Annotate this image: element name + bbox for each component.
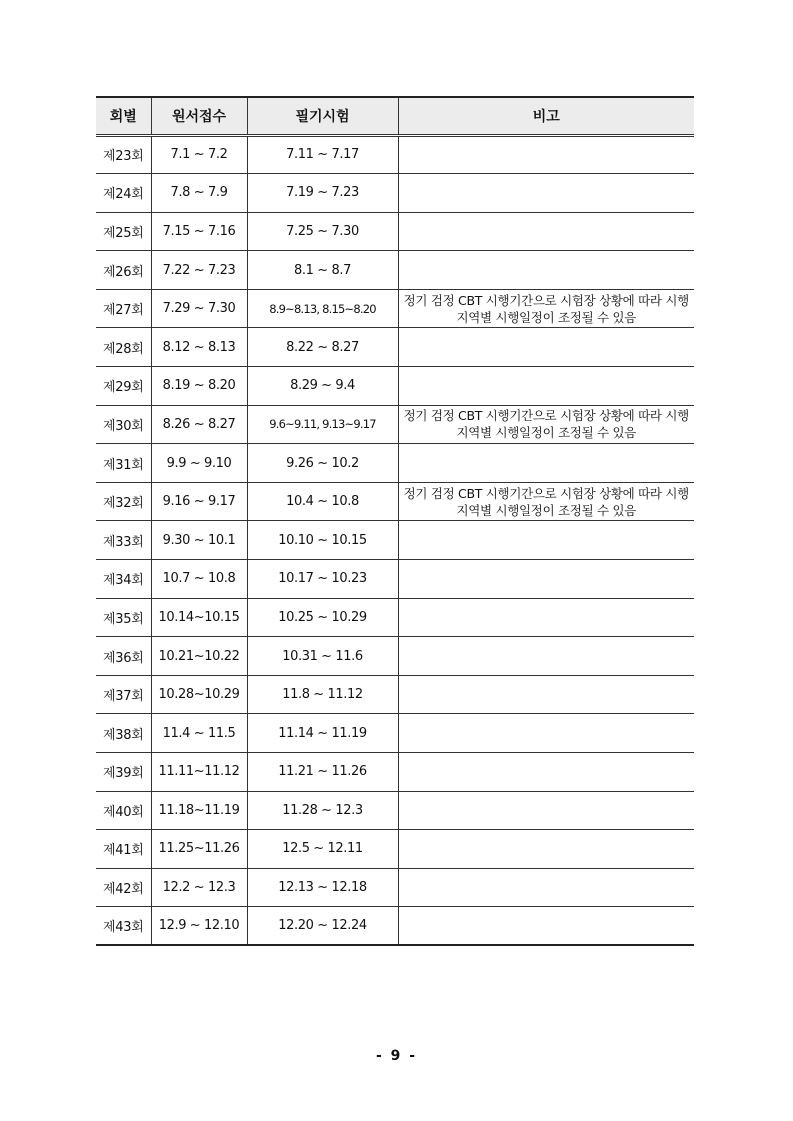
written-exam-date-cell: 11.14 ~ 11.19 <box>247 714 398 753</box>
table-row <box>96 212 694 251</box>
written-exam-date-cell: 7.11 ~ 7.17 <box>247 135 398 174</box>
written-exam-date-cell: 8.22 ~ 8.27 <box>247 328 398 367</box>
table-row <box>96 675 694 714</box>
table-row <box>96 598 694 637</box>
application-date-cell: 11.11~11.12 <box>151 753 247 792</box>
table-row <box>96 521 694 560</box>
remarks-cell <box>398 714 694 753</box>
written-exam-date-cell: 12.20 ~ 12.24 <box>247 907 398 946</box>
application-date-cell: 7.29 ~ 7.30 <box>151 289 247 328</box>
remarks-cell <box>398 367 694 406</box>
header-row <box>96 97 694 135</box>
application-date-cell: 9.30 ~ 10.1 <box>151 521 247 560</box>
remarks-cell <box>398 791 694 830</box>
remarks-cell <box>398 444 694 483</box>
remarks-cell <box>398 637 694 676</box>
remarks-cell: 정기 검정 CBT 시행기간으로 시험장 상황에 따라 시행지역별 시행일정이 조정될 수 있음 <box>398 289 694 328</box>
header-written-exam: 필기시험 <box>247 97 398 135</box>
table-row <box>96 560 694 599</box>
table-header <box>96 97 694 135</box>
written-exam-date-cell: 12.13 ~ 12.18 <box>247 868 398 907</box>
table-row <box>96 444 694 483</box>
application-date-cell: 7.15 ~ 7.16 <box>151 212 247 251</box>
application-date-cell: 12.9 ~ 12.10 <box>151 907 247 946</box>
application-date-cell: 8.26 ~ 8.27 <box>151 405 247 444</box>
application-date-cell: 11.18~11.19 <box>151 791 247 830</box>
written-exam-date-cell: 11.21 ~ 11.26 <box>247 753 398 792</box>
written-exam-date-cell: 8.1 ~ 8.7 <box>247 251 398 290</box>
table-row <box>96 289 694 328</box>
header-remarks: 비고 <box>398 97 694 135</box>
header-round: 회별 <box>96 97 151 135</box>
round-cell: 제36회 <box>96 637 151 676</box>
remarks-cell <box>398 675 694 714</box>
remarks-cell <box>398 251 694 290</box>
round-cell: 제39회 <box>96 753 151 792</box>
written-exam-date-cell: 7.25 ~ 7.30 <box>247 212 398 251</box>
table-row <box>96 830 694 869</box>
remarks-cell <box>398 598 694 637</box>
written-exam-date-cell: 9.26 ~ 10.2 <box>247 444 398 483</box>
round-cell: 제24회 <box>96 174 151 213</box>
table-row <box>96 714 694 753</box>
round-cell: 제26회 <box>96 251 151 290</box>
remarks-cell <box>398 521 694 560</box>
exam-schedule-table <box>96 96 694 946</box>
written-exam-date-cell: 12.5 ~ 12.11 <box>247 830 398 869</box>
remarks-cell <box>398 560 694 599</box>
application-date-cell: 10.28~10.29 <box>151 675 247 714</box>
application-date-cell: 10.21~10.22 <box>151 637 247 676</box>
table-row <box>96 135 694 174</box>
application-date-cell: 9.16 ~ 9.17 <box>151 482 247 521</box>
round-cell: 제42회 <box>96 868 151 907</box>
application-date-cell: 7.1 ~ 7.2 <box>151 135 247 174</box>
table-row <box>96 637 694 676</box>
written-exam-date-cell: 10.4 ~ 10.8 <box>247 482 398 521</box>
round-cell: 제38회 <box>96 714 151 753</box>
table-row <box>96 174 694 213</box>
round-cell: 제30회 <box>96 405 151 444</box>
round-cell: 제33회 <box>96 521 151 560</box>
remarks-cell <box>398 174 694 213</box>
round-cell: 제37회 <box>96 675 151 714</box>
application-date-cell: 7.22 ~ 7.23 <box>151 251 247 290</box>
round-cell: 제23회 <box>96 135 151 174</box>
application-date-cell: 10.14~10.15 <box>151 598 247 637</box>
round-cell: 제29회 <box>96 367 151 406</box>
round-cell: 제28회 <box>96 328 151 367</box>
table-row <box>96 753 694 792</box>
remarks-cell <box>398 212 694 251</box>
remarks-cell <box>398 830 694 869</box>
written-exam-date-cell: 10.31 ~ 11.6 <box>247 637 398 676</box>
application-date-cell: 8.12 ~ 8.13 <box>151 328 247 367</box>
table-row <box>96 482 694 521</box>
written-exam-date-cell: 10.25 ~ 10.29 <box>247 598 398 637</box>
table-row <box>96 907 694 946</box>
written-exam-date-cell: 9.6~9.11, 9.13~9.17 <box>247 405 398 444</box>
round-cell: 제43회 <box>96 907 151 946</box>
remarks-cell: 정기 검정 CBT 시행기간으로 시험장 상황에 따라 시행지역별 시행일정이 조정될 수 있음 <box>398 405 694 444</box>
written-exam-date-cell: 8.9~8.13, 8.15~8.20 <box>247 289 398 328</box>
round-cell: 제32회 <box>96 482 151 521</box>
written-exam-date-cell: 11.8 ~ 11.12 <box>247 675 398 714</box>
application-date-cell: 11.4 ~ 11.5 <box>151 714 247 753</box>
application-date-cell: 7.8 ~ 7.9 <box>151 174 247 213</box>
table-row <box>96 405 694 444</box>
written-exam-date-cell: 7.19 ~ 7.23 <box>247 174 398 213</box>
round-cell: 제34회 <box>96 560 151 599</box>
remarks-cell <box>398 868 694 907</box>
application-date-cell: 10.7 ~ 10.8 <box>151 560 247 599</box>
remarks-cell <box>398 328 694 367</box>
application-date-cell: 9.9 ~ 9.10 <box>151 444 247 483</box>
written-exam-date-cell: 10.10 ~ 10.15 <box>247 521 398 560</box>
header-application: 원서접수 <box>151 97 247 135</box>
round-cell: 제40회 <box>96 791 151 830</box>
application-date-cell: 11.25~11.26 <box>151 830 247 869</box>
remarks-cell: 정기 검정 CBT 시행기간으로 시험장 상황에 따라 시행지역별 시행일정이 조정될 수 있음 <box>398 482 694 521</box>
table-body <box>96 135 694 945</box>
round-cell: 제25회 <box>96 212 151 251</box>
table-row <box>96 868 694 907</box>
written-exam-date-cell: 11.28 ~ 12.3 <box>247 791 398 830</box>
table-row <box>96 251 694 290</box>
page-number: - 9 - <box>375 1048 418 1064</box>
application-date-cell: 8.19 ~ 8.20 <box>151 367 247 406</box>
round-cell: 제35회 <box>96 598 151 637</box>
written-exam-date-cell: 8.29 ~ 9.4 <box>247 367 398 406</box>
round-cell: 제41회 <box>96 830 151 869</box>
table-row <box>96 328 694 367</box>
written-exam-date-cell: 10.17 ~ 10.23 <box>247 560 398 599</box>
remarks-cell <box>398 907 694 946</box>
round-cell: 제31회 <box>96 444 151 483</box>
application-date-cell: 12.2 ~ 12.3 <box>151 868 247 907</box>
remarks-cell <box>398 753 694 792</box>
table-row <box>96 367 694 406</box>
table-row <box>96 791 694 830</box>
remarks-cell <box>398 135 694 174</box>
round-cell: 제27회 <box>96 289 151 328</box>
